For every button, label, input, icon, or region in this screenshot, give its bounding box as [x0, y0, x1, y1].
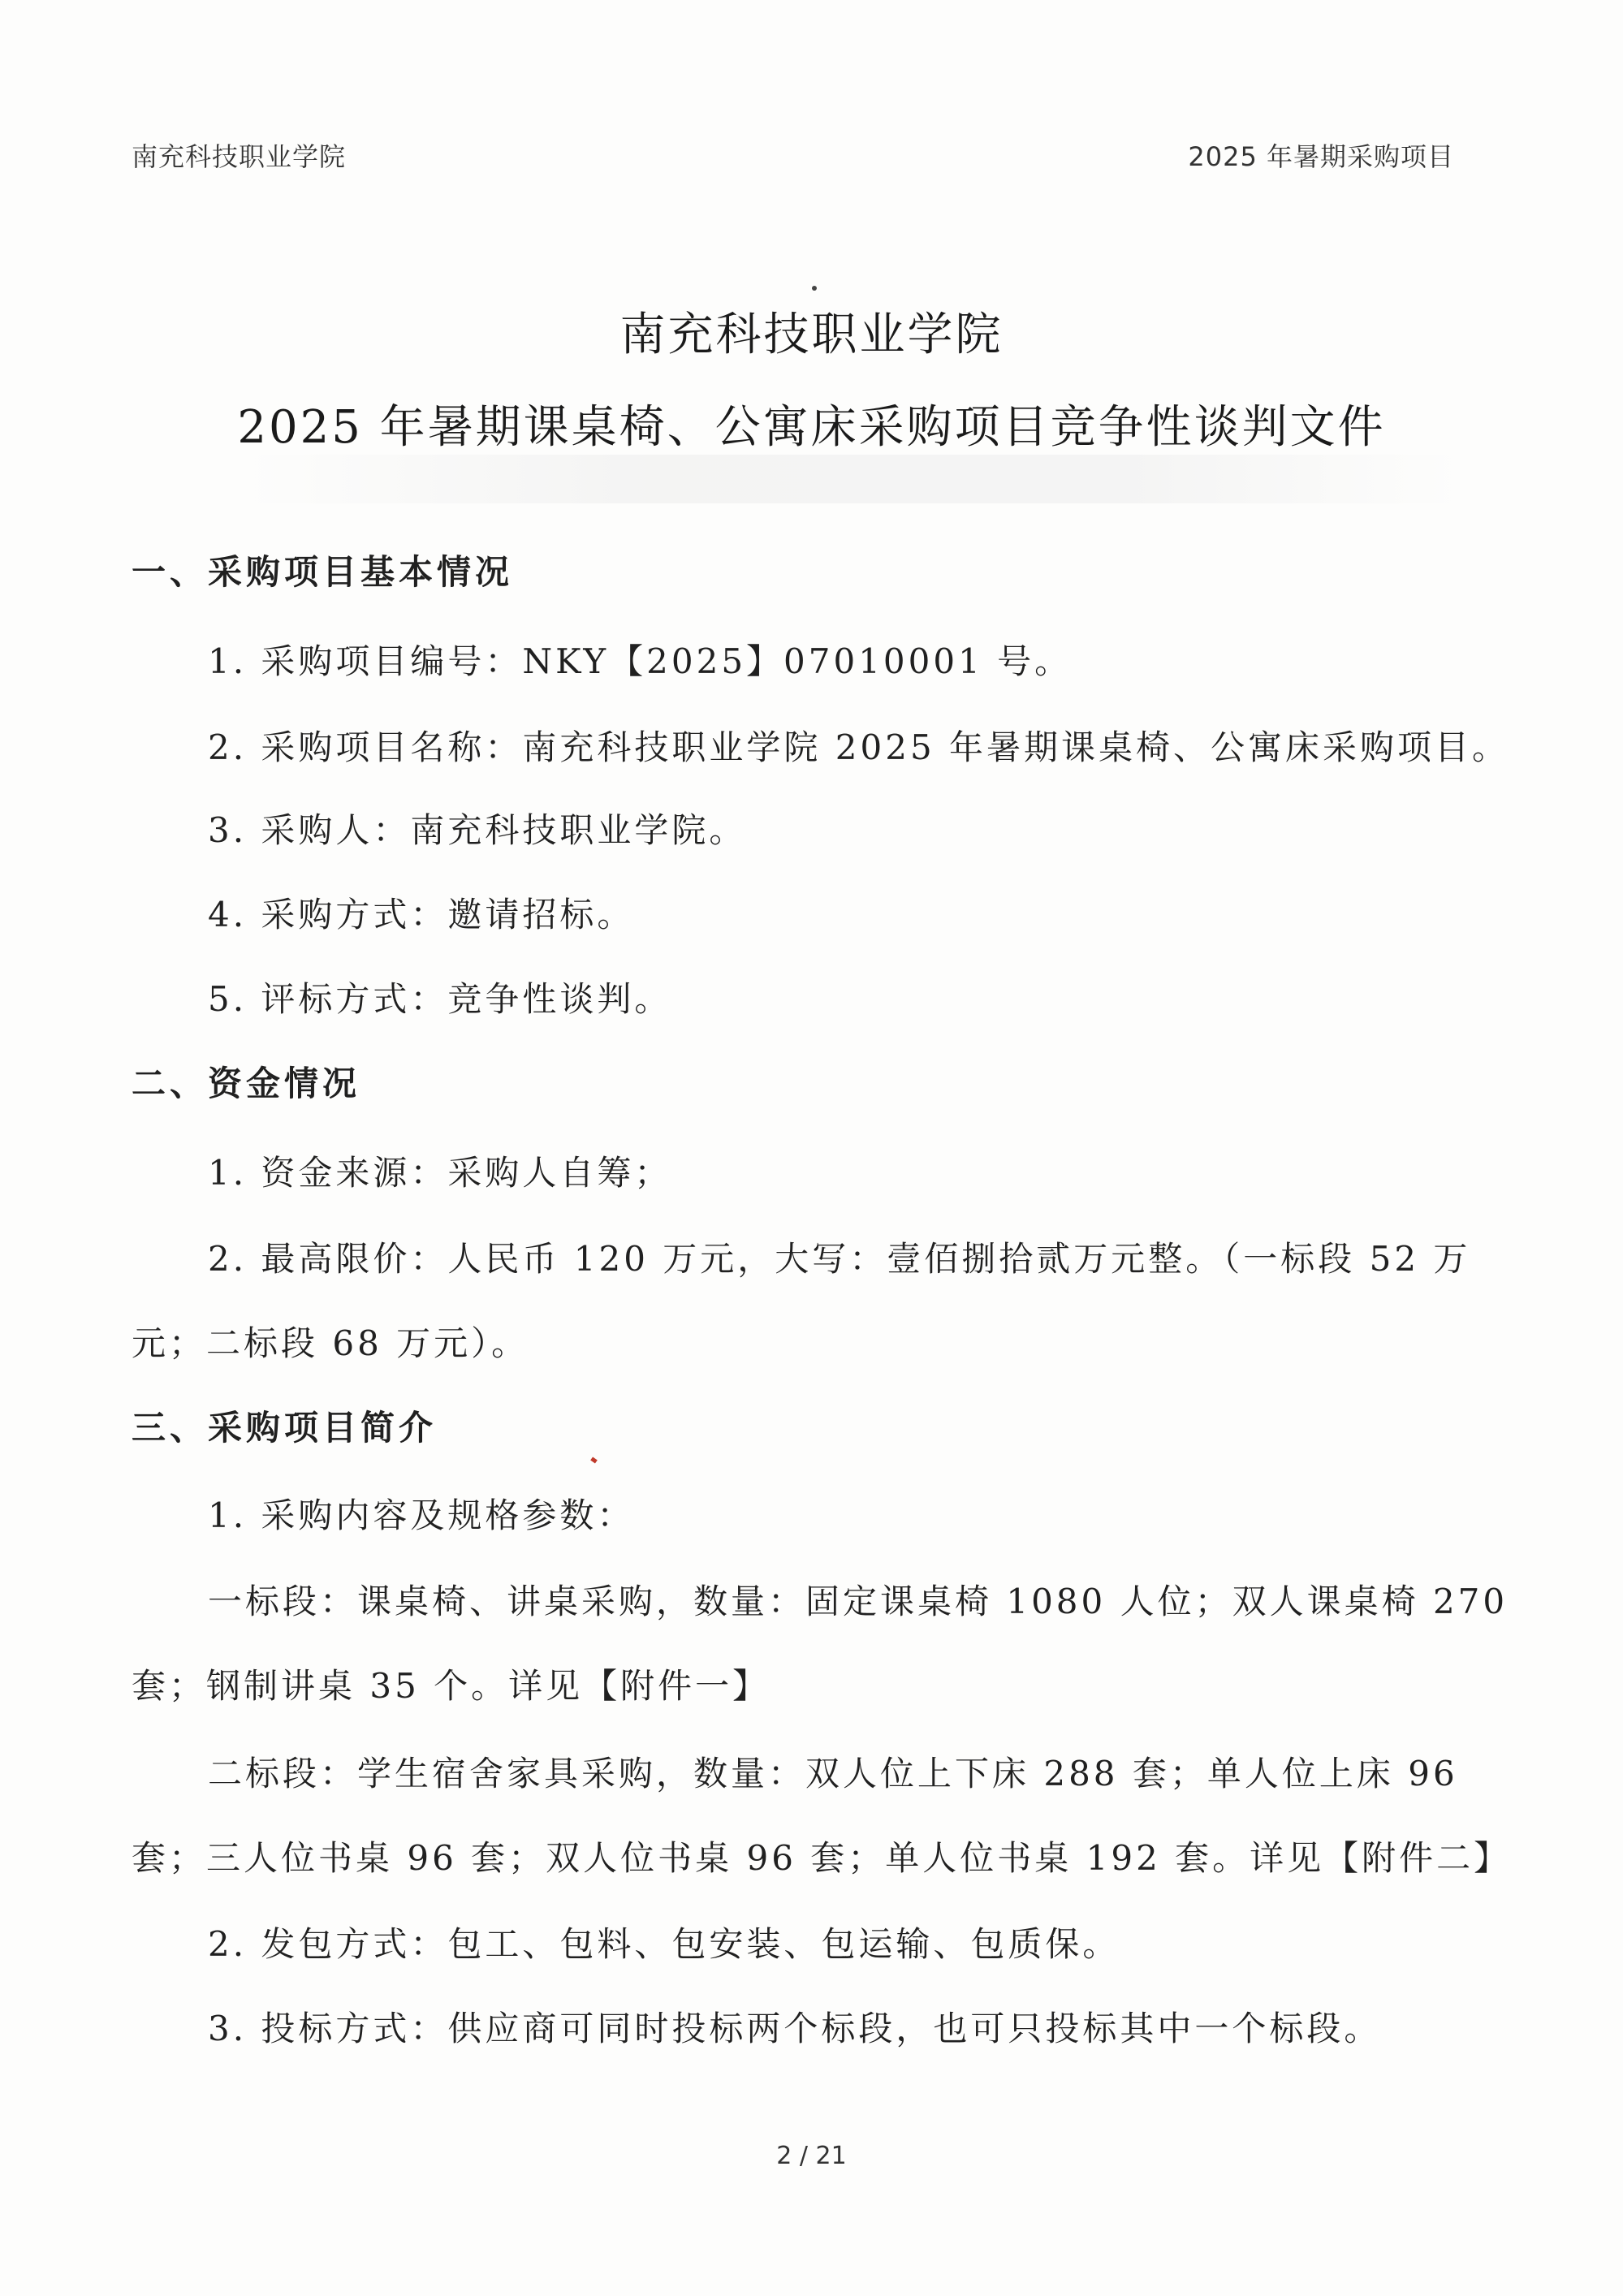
page-number: 2 / 21 [776, 2142, 847, 2170]
document-title-line1: 南充科技职业学院 [619, 309, 1004, 361]
header-school-name: 南充科技职业学院 [132, 141, 347, 172]
paragraph-fund-source: 1. 资金来源：采购人自筹； [208, 1153, 672, 1193]
section-heading-basic-info: 一、采购项目基本情况 [132, 552, 514, 592]
paragraph-bidding-method: 3. 投标方式：供应商可同时投标两个标段，也可只投标其中一个标段。 [208, 2009, 1382, 2048]
paragraph-lot-one: 一标段：课桌椅、讲桌采购，数量：固定课桌椅 1080 人位；双人课桌椅 270 [208, 1582, 1509, 1621]
scan-red-mark [590, 1457, 598, 1463]
section-heading-funding: 二、资金情况 [132, 1064, 361, 1103]
paragraph-lot-two-cont: 套；三人位书桌 96 套；双人位书桌 96 套；单人位书桌 192 套。详见【附件二】 [132, 1838, 1512, 1878]
paragraph-lot-one-cont: 套；钢制讲桌 35 个。详见【附件一】 [132, 1666, 770, 1706]
section-heading-project-intro: 三、采购项目简介 [132, 1408, 438, 1448]
paragraph-project-number: 1. 采购项目编号：NKY【2025】07010001 号。 [208, 641, 1073, 681]
paragraph-contract-method: 2. 发包方式：包工、包料、包安装、包运输、包质保。 [208, 1924, 1120, 1964]
paragraph-content-specs: 1. 采购内容及规格参数： [208, 1495, 635, 1535]
paragraph-lot-two: 二标段：学生宿舍家具采购，数量：双人位上下床 288 套；单人位上床 96 [208, 1754, 1458, 1793]
paragraph-price-limit-cont: 元；二标段 68 万元）。 [132, 1323, 529, 1363]
paragraph-purchaser: 3. 采购人：南充科技职业学院。 [208, 810, 747, 850]
paragraph-price-limit: 2. 最高限价：人民币 120 万元，大写：壹佰捌拾贰万元整。（一标段 52 万 [208, 1239, 1471, 1279]
scan-dot-mark [812, 286, 817, 291]
paragraph-procurement-method: 4. 采购方式：邀请招标。 [208, 895, 635, 934]
paragraph-evaluation-method: 5. 评标方式：竞争性谈判。 [208, 979, 672, 1019]
document-title-line2: 2025 年暑期课桌椅、公寓床采购项目竞争性谈判文件 [237, 401, 1386, 454]
scan-bleedthrough [0, 455, 1623, 503]
paragraph-project-name: 2. 采购项目名称：南充科技职业学院 2025 年暑期课桌椅、公寓床采购项目。 [208, 727, 1510, 767]
header-project-label: 2025 年暑期采购项目 [1188, 141, 1454, 172]
